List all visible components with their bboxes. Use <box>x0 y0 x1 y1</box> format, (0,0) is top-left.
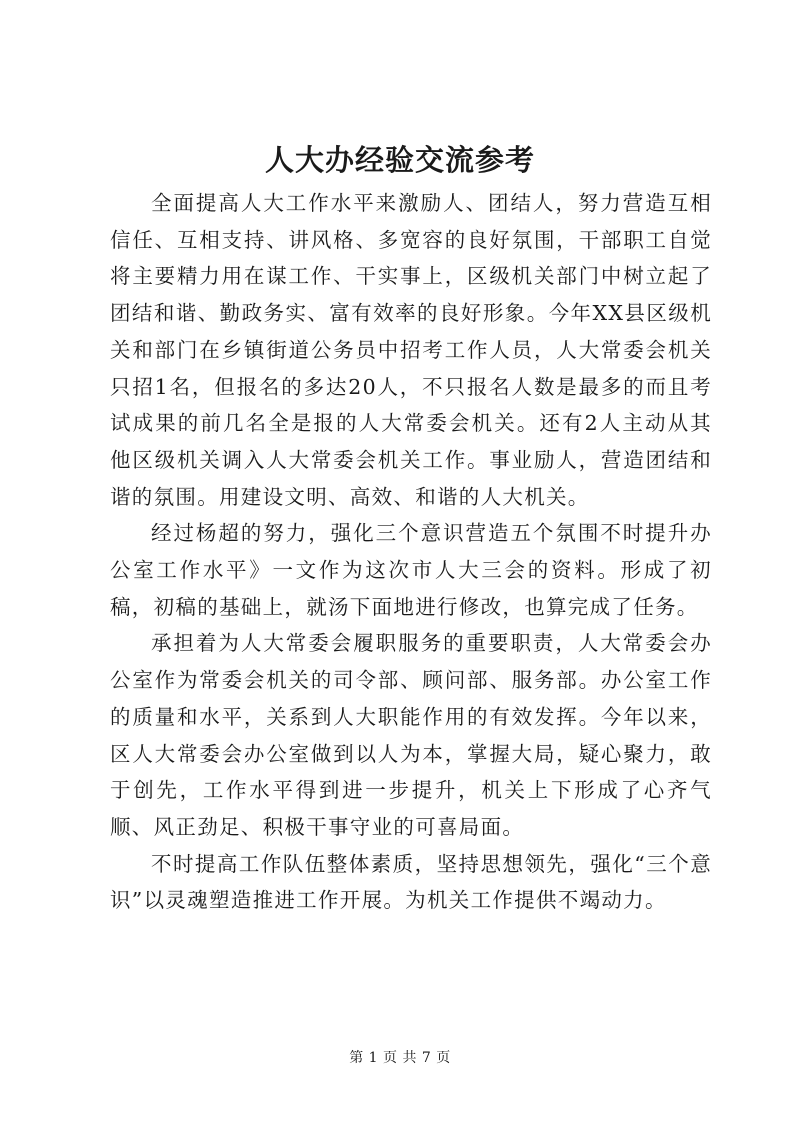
paragraph-1: 全面提高人大工作水平来激励人、团结人，努力营造互相信任、互相支持、讲风格、多宽容的良好氛围，干部职工自觉将主要精力用在谋工作、干实事上，区级机关部门中树立起了团结和谐、勤政务实、富有效率的良好形象。今年XX县区级机关和部门在乡镇街道公务员中招考工作人员，人大常委会机关只招1名，但报名的多达20人，不只报名人数是最多的而且考试成果的前几名全是报的人大常委会机关。还有2人主动从其他区级机关调入人大常委会机关工作。事业励人，营造团结和谐的氛围。用建设文明、高效、和谐的人大机关。 <box>110 191 712 509</box>
document-body <box>110 185 712 919</box>
paragraph-2: 经过杨超的努力，强化三个意识营造五个氛围不时提升办公室工作水平》一文作为这次市人大三会的资料。形成了初稿，初稿的基础上，就汤下面地进行修改，也算完成了任务。 <box>110 521 712 619</box>
paragraph-3: 承担着为人大常委会履职服务的重要职责，人大常委会办公室作为常委会机关的司令部、顾问部、服务部。办公室工作的质量和水平，关系到人大职能作用的有效发挥。今年以来，区人大常委会办公室做到以人为本，掌握大局，疑心聚力，敢于创先，工作水平得到进一步提升，机关上下形成了心齐气顺、风正劲足、积极干事守业的可喜局面。 <box>110 631 712 839</box>
paragraph-4: 不时提高工作队伍整体素质，坚持思想领先，强化“三个意识”以灵魂塑造推进工作开展。为机关工作提供不竭动力。 <box>110 851 712 913</box>
document-title: 人大办经验交流参考 <box>264 143 535 177</box>
page-number-footer: 第 1 页 共 7 页 <box>349 1050 451 1066</box>
